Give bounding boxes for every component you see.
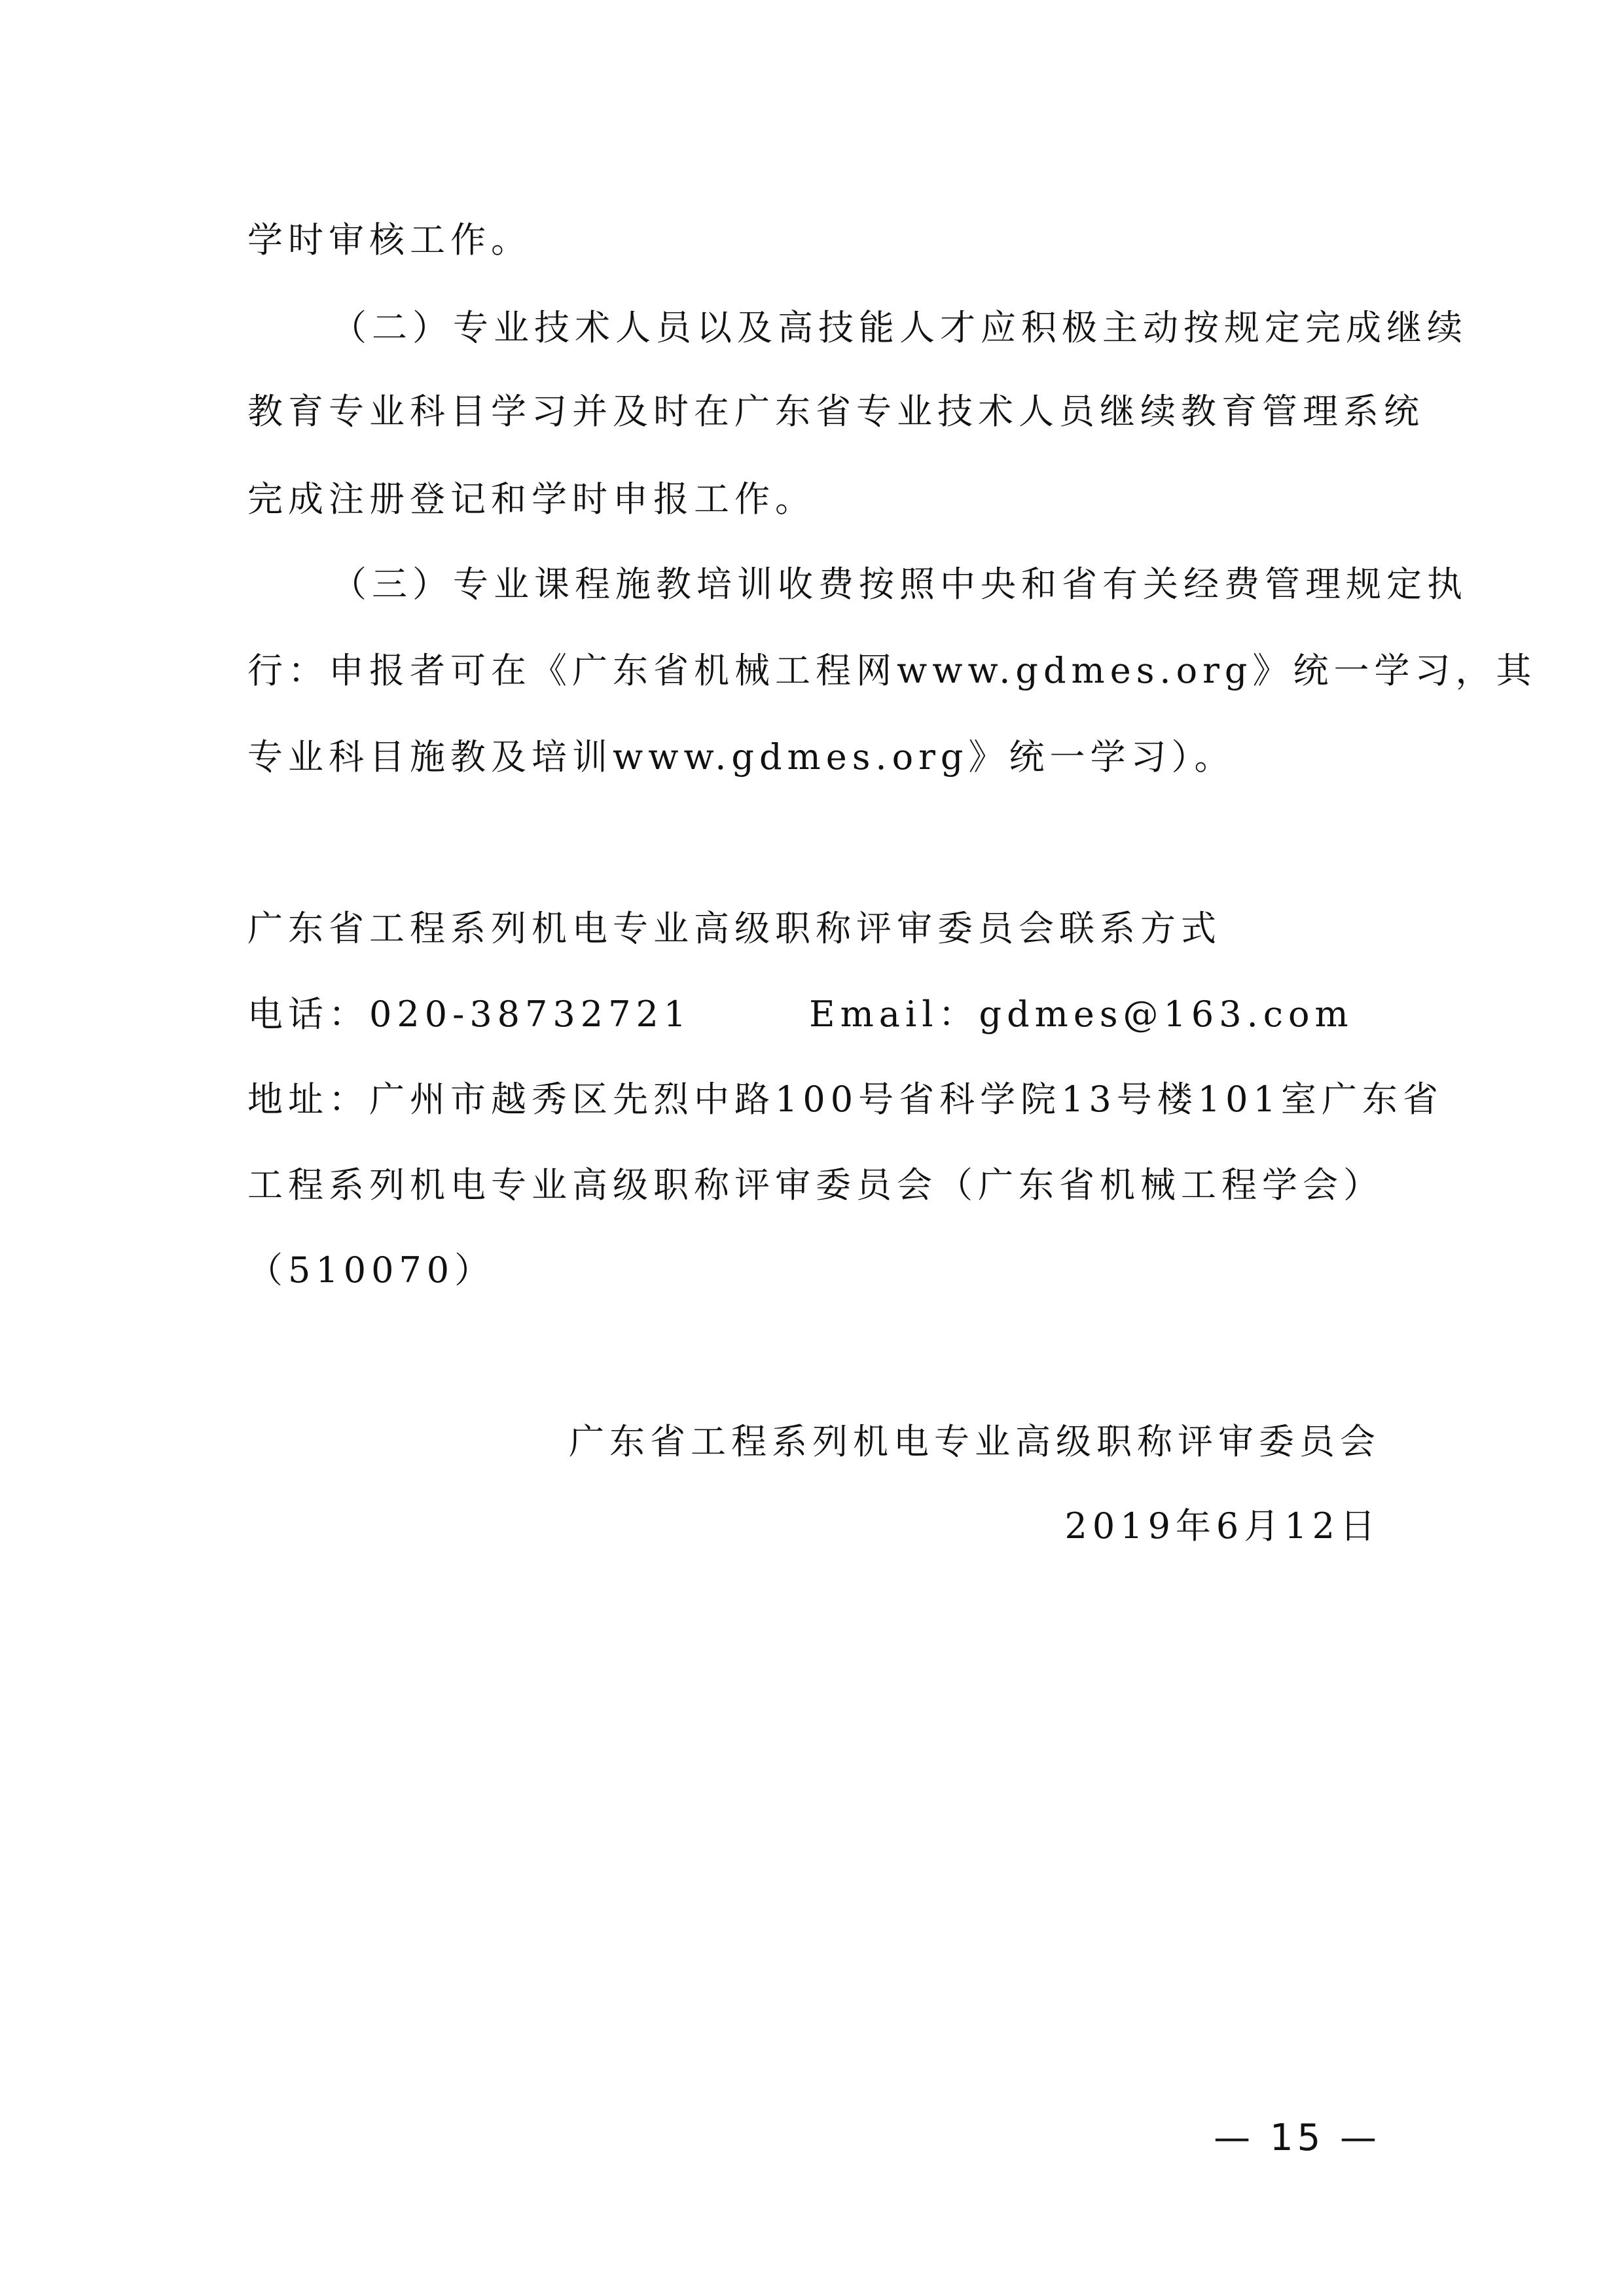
page-number: — 15 — [1214, 2117, 1380, 2159]
paragraph-3-line-1: （三）专业课程施教培训收费按照中央和省有关经费管理规定执 [331, 564, 1468, 605]
contact-postcode: （510070） [247, 1249, 496, 1291]
paragraph-2-line-2: 教育专业科目学习并及时在广东省专业技术人员继续教育管理系统 [247, 391, 1424, 432]
signature-issuer: 广东省工程系列机电专业高级职称评审委员会 [569, 1421, 1380, 1462]
contact-heading: 广东省工程系列机电专业高级职称评审委员会联系方式 [247, 908, 1221, 949]
paragraph-2-line-1: （二）专业技术人员以及高技能人才应积极主动按规定完成继续 [331, 307, 1468, 348]
signature-date: 2019年6月12日 [1064, 1505, 1380, 1547]
contact-phone-email-line [247, 992, 1380, 1037]
contact-phone: 电话：020-38732721 [247, 994, 692, 1035]
contact-email: Email：gdmes@163.com [809, 994, 1354, 1035]
contact-address-line-1: 地址：广州市越秀区先烈中路100号省科学院13号楼101室广东省 [247, 1079, 1443, 1120]
paragraph-3-line-2: 行：申报者可在《广东省机械工程网www.gdmes.org》统一学习，其 [247, 650, 1537, 691]
paragraph-3-line-3: 专业科目施教及培训www.gdmes.org》统一学习）。 [247, 736, 1235, 778]
paragraph-1-line-1: 学时审核工作。 [247, 219, 532, 260]
contact-address-line-2: 工程系列机电专业高级职称评审委员会（广东省机械工程学会） [247, 1164, 1384, 1206]
paragraph-2-line-3: 完成注册登记和学时申报工作。 [247, 478, 816, 520]
